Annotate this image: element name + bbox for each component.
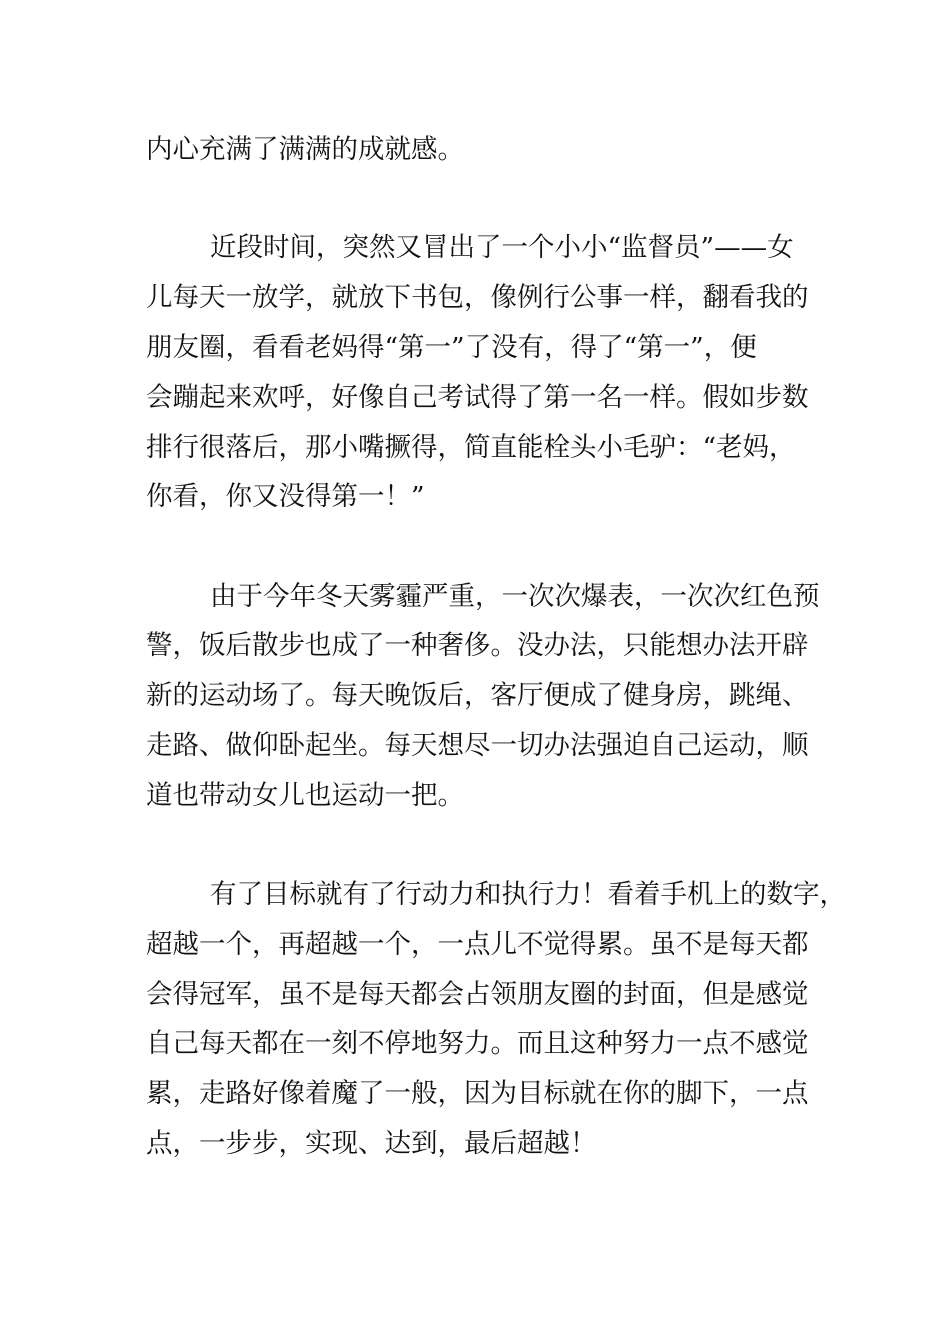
paragraph-line: 会得冠军，虽不是每天都会占领朋友圈的封面，但是感觉 <box>146 979 809 1010</box>
paragraph-line: 内心充满了满满的成就感。 <box>146 134 464 165</box>
paragraph-line: 朋友圈，看看老妈得“第一”了没有，得了“第一”，便 <box>146 332 757 363</box>
paragraph-line: 有了目标就有了行动力和执行力！看着手机上的数字， <box>210 879 846 910</box>
paragraph-line: 累，走路好像着魔了一般，因为目标就在你的脚下，一点 <box>146 1078 809 1109</box>
paragraph-line: 警，饭后散步也成了一种奢侈。没办法，只能想办法开辟 <box>146 630 809 661</box>
paragraph-line: 儿每天一放学，就放下书包，像例行公事一样，翻看我的 <box>146 282 809 313</box>
paragraph-line: 你看，你又没得第一！” <box>146 481 425 512</box>
paragraph-line: 排行很落后，那小嘴撅得，简直能栓头小毛驴：“老妈， <box>146 432 796 463</box>
paragraph-line: 近段时间，突然又冒出了一个小小“监督员”——女 <box>210 232 794 263</box>
paragraph-line: 会蹦起来欢呼，好像自己考试得了第一名一样。假如步数 <box>146 382 809 413</box>
paragraph-line: 超越一个，再超越一个，一点儿不觉得累。虽不是每天都 <box>146 929 809 960</box>
paragraph-line: 道也带动女儿也运动一把。 <box>146 780 464 811</box>
paragraph-line: 自己每天都在一刻不停地努力。而且这种努力一点不感觉 <box>146 1028 809 1059</box>
paragraph-line: 由于今年冬天雾霾严重，一次次爆表，一次次红色预 <box>210 581 820 612</box>
paragraph-line: 走路、做仰卧起坐。每天想尽一切办法强迫自己运动，顺 <box>146 730 809 761</box>
paragraph-line: 点，一步步，实现、达到，最后超越！ <box>146 1128 597 1159</box>
paragraph-line: 新的运动场了。每天晚饭后，客厅便成了健身房，跳绳、 <box>146 680 809 711</box>
